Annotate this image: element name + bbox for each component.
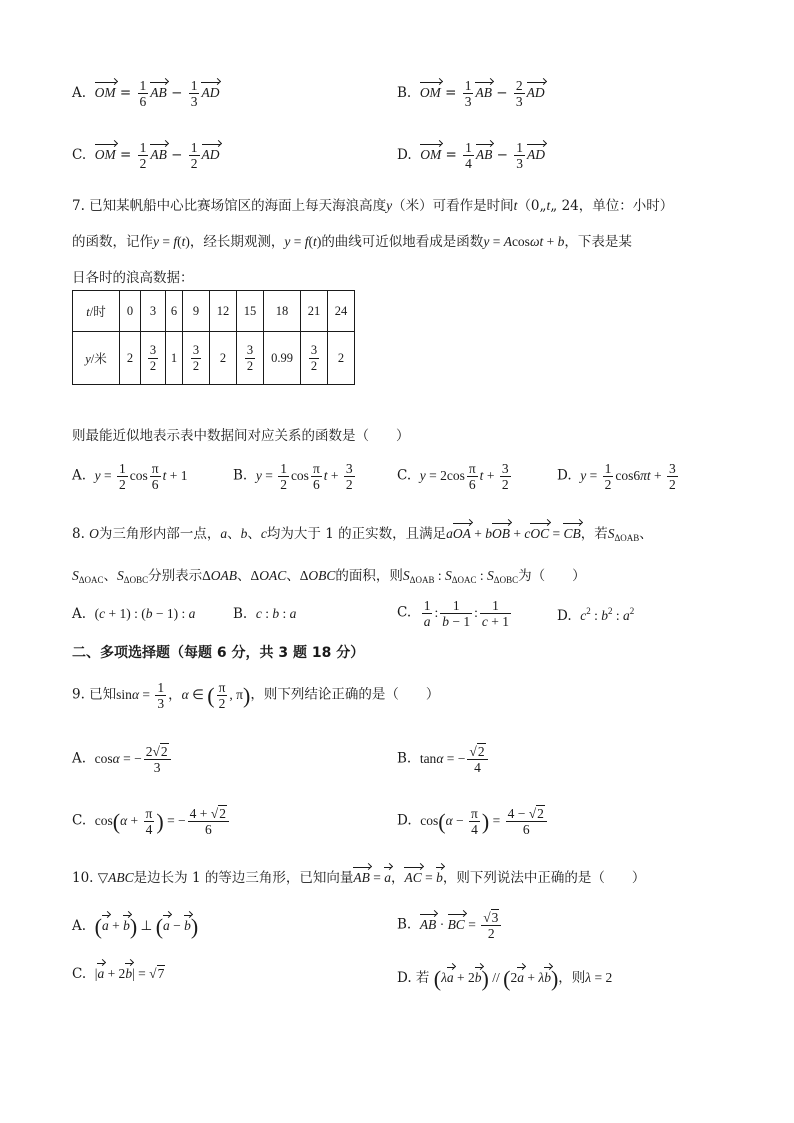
q10-line-1: 10. ▽ABC是边长为 1 的等边三角形，已知向量AB = a，AC = b，则下列说法中正确的是（ ） <box>72 870 646 886</box>
q7-option-d: D. y = $\frac{1}{2}$ cos6πt + $\frac{3}{2}$ <box>557 461 676 492</box>
denominator: 3 <box>516 156 524 171</box>
q7-text: „ 24，单位：小时） <box>550 198 674 214</box>
q7-text: 的曲线可近似地看成是函数 <box>321 234 484 250</box>
option-letter: A. <box>72 918 87 935</box>
q7-text: ，经长期观测， <box>189 234 285 250</box>
option-letter: A. <box>72 467 87 484</box>
option-letter: A. <box>72 606 87 622</box>
numerator: 1 <box>516 140 524 155</box>
q10-text: ，则下列说法中正确的是（ ） <box>442 870 646 886</box>
q7-option-c: C. y = 2cos $\frac{\pi}{6}$ t + $\frac{3}{2}$ <box>397 461 509 492</box>
table-cell: 0.99 <box>264 332 301 385</box>
table-cell: 0 <box>120 291 141 332</box>
q9-option-b: B. tanα = − $\frac{√2}{4}$ <box>397 744 490 775</box>
option-letter: B. <box>397 750 412 767</box>
q8-text: 分别表示 <box>148 568 203 584</box>
table-cell <box>301 332 328 385</box>
q10-option-b: B. AB · BC = $\frac{√3}{2}$ <box>397 910 503 941</box>
table-cell: 1 <box>166 332 183 385</box>
option-letter: D. <box>397 147 412 163</box>
q7-text: ，下表是某 <box>564 234 632 250</box>
numerator: 1 <box>139 78 147 93</box>
q7-text: （米）可看作是时间 <box>392 198 514 214</box>
vector-ad: AD <box>526 85 545 100</box>
q8-line-2: $S_{\Delta OAC}$、$S_{\Delta OBC}$分别表示ΔOAB、ΔOAC、ΔOBC的面积，则$S_{\Delta OAB}$ : $S_{\Delta OAC}$ : $S_{\Delta OBC}$为（ ） <box>72 568 586 585</box>
vector-ab: AB <box>150 85 167 100</box>
vector-ab: AB <box>475 85 492 100</box>
vector-om: OM <box>94 147 116 162</box>
q9-option-d: D. cos(α − $\frac{\pi}{4}$ ) = $\frac{4 - √2}{6}$ <box>397 806 549 837</box>
q8-option-a: A. (c + 1) : (b − 1) : a <box>72 606 196 622</box>
table-row <box>73 291 355 332</box>
vector-om: OM <box>420 147 442 162</box>
table-cell: 2 <box>120 332 141 385</box>
vector-ad: AD <box>201 85 220 100</box>
table-cell: 12 <box>210 291 237 332</box>
table-cell: 15 <box>237 291 264 332</box>
q7-text: 的函数，记作 <box>72 234 153 250</box>
q8-option-d: D. $c^2$ : $b^2$ : $a^2$ <box>557 606 635 624</box>
table-cell: 18 <box>264 291 301 332</box>
q8-line-1: 8. O为三角形内部一点，a、b、c均为大于 1 的正实数，且满足aOA + bOB + cOC = CB，若$S_{\Delta OAB}$、 <box>72 526 653 543</box>
option-letter: B. <box>233 467 248 484</box>
section-heading: 二、多项选择题（每题 6 分，共 3 题 18 分） <box>72 645 365 661</box>
option-letter: C. <box>397 604 412 621</box>
numerator: 1 <box>190 140 198 155</box>
q7-line-3 <box>72 266 194 286</box>
q7-line-2: 的函数，记作y = f(t)，经长期观测，y = f(t)的曲线可近似地看成是函数y = Acosωt + b，下表是某 <box>72 234 632 250</box>
table-cell <box>183 332 210 385</box>
q7-text: （0„ <box>517 198 547 214</box>
numerator: 1 <box>190 78 198 93</box>
fraction <box>463 140 474 171</box>
q6-option-d: D. OM = $\frac{1}{4}$ AB − $\frac{1}{3}$ AD <box>397 140 546 171</box>
q10-option-d: D. 若 (λa + 2b) // (2a + λb)，则λ = 2 <box>397 966 613 991</box>
option-letter: D. <box>397 812 412 829</box>
q9-text: 9. 已知 <box>72 686 117 703</box>
q10-text: 是边长为 1 的等边三角形，已知向量 <box>133 870 354 886</box>
wave-height-table <box>72 290 355 385</box>
table-cell: 2 <box>328 332 355 385</box>
q9-text: ，则下列结论正确的是（ ） <box>250 686 440 703</box>
fraction <box>138 78 149 109</box>
q10-option-c: C. |a + 2b| = √7 <box>72 966 165 982</box>
fraction: $\frac{3}{2}$ <box>310 342 318 373</box>
option-letter: B. <box>233 606 248 622</box>
header-label: /米 <box>90 352 107 366</box>
numerator: 2 <box>515 78 523 93</box>
q10-text: 10. <box>72 870 98 886</box>
q8-option-c: C. $\frac{1}{a}$ : $\frac{1}{b - 1}$ : $\frac{1}{c + 1}$ <box>397 598 510 629</box>
option-letter: A. <box>72 750 87 767</box>
fraction: $\frac{3}{2}$ <box>149 342 157 373</box>
q9-option-c: C. cos(α + $\frac{\pi}{4}$ ) = − $\frac{4 + √2}{6}$ <box>72 806 231 837</box>
q7-option-a: A. y = $\frac{1}{2}$ cos $\frac{\pi}{6}$ t + 1 <box>72 461 188 492</box>
table-header-t: t/时 <box>73 291 120 332</box>
fraction <box>189 140 200 171</box>
option-letter: D. <box>557 608 572 624</box>
option-letter: C. <box>72 812 87 829</box>
denominator: 3 <box>190 94 198 109</box>
option-letter: A. <box>72 85 87 101</box>
q8-option-b: B. c : b : a <box>233 606 297 622</box>
table-cell: 2 <box>210 332 237 385</box>
q8-text: ，若 <box>580 526 608 542</box>
vector-ab: AB <box>475 147 493 162</box>
fraction: $\frac{3}{2}$ <box>246 342 254 373</box>
q7-text: 7. 已知某帆船中心比赛场馆区的海面上每天海浪高度 <box>72 198 387 214</box>
option-letter: C. <box>397 467 412 484</box>
table-header-y: y/米 <box>73 332 120 385</box>
q7-question <box>72 424 410 444</box>
q6-option-b: B. OM = $\frac{1}{3}$ AB − $\frac{2}{3}$ AD <box>397 78 545 109</box>
q7-text: 日各时的浪高数据： <box>72 270 194 286</box>
denominator: 6 <box>139 94 147 109</box>
option-letter: C. <box>72 147 87 163</box>
fraction: $\frac{3}{2}$ <box>192 342 200 373</box>
fraction <box>463 78 474 109</box>
table-cell: 9 <box>183 291 210 332</box>
q7-ask: 则最能近似地表示表中数据间对应关系的函数是（ ） <box>72 428 410 444</box>
denominator: 3 <box>464 94 472 109</box>
fraction <box>514 78 525 109</box>
numerator: 1 <box>139 140 147 155</box>
q9-line-1: 9. 已知sinα = $\frac{1}{3}$ ，α ∈ ( $\frac{\pi}{2}$ , π)，则下列结论正确的是（ ） <box>72 680 440 711</box>
q6-option-a: A. OM = $\frac{1}{6}$ AB − $\frac{1}{3}$ AD <box>72 78 220 109</box>
q6-option-c: C. OM = $\frac{1}{2}$ AB − $\frac{1}{2}$ AD <box>72 140 220 171</box>
q8-text: 8. <box>72 526 90 542</box>
header-label: /时 <box>89 305 106 319</box>
option-letter: D. 若 <box>397 970 430 987</box>
vector-om: OM <box>94 85 116 100</box>
table-cell: 24 <box>328 291 355 332</box>
option-letter: B. <box>397 85 412 101</box>
option-letter: D. <box>557 467 572 484</box>
option-letter: C. <box>72 966 87 982</box>
table-row <box>73 332 355 385</box>
q8-text: 均为大于 1 的正实数，且满足 <box>266 526 447 542</box>
table-cell: 21 <box>301 291 328 332</box>
denominator: 2 <box>139 156 147 171</box>
table-cell: 3 <box>141 291 166 332</box>
q8-text: 为三角形内部一点， <box>98 526 221 542</box>
fraction <box>514 140 525 171</box>
fraction <box>138 140 149 171</box>
q10-text: ，则 <box>558 970 586 987</box>
q7-option-b: B. y = $\frac{1}{2}$ cos $\frac{\pi}{6}$ t + $\frac{3}{2}$ <box>233 461 353 492</box>
q8-text: 的面积，则 <box>335 568 403 584</box>
table-cell <box>141 332 166 385</box>
q8-text: 为（ ） <box>518 568 586 584</box>
denominator: 2 <box>190 156 198 171</box>
numerator: 1 <box>464 78 472 93</box>
table-cell <box>237 332 264 385</box>
denominator: 4 <box>465 156 472 171</box>
vector-ab: AB <box>150 147 167 162</box>
q10-option-a: A. (a + b) ⊥ (a − b) <box>72 914 199 939</box>
option-letter: B. <box>397 916 412 933</box>
vector-om: OM <box>419 85 441 100</box>
vector-ad: AD <box>201 147 220 162</box>
table-cell: 6 <box>166 291 183 332</box>
denominator: 3 <box>515 94 523 109</box>
q7-line-1: 7. 已知某帆船中心比赛场馆区的海面上每天海浪高度y（米）可看作是时间t（0„t„ 24，单位：小时） <box>72 198 674 214</box>
fraction <box>189 78 200 109</box>
q9-option-a: A. cosα = − $\frac{2√2}{3}$ <box>72 744 173 775</box>
vector-ad: AD <box>527 147 546 162</box>
numerator: 1 <box>465 140 472 155</box>
